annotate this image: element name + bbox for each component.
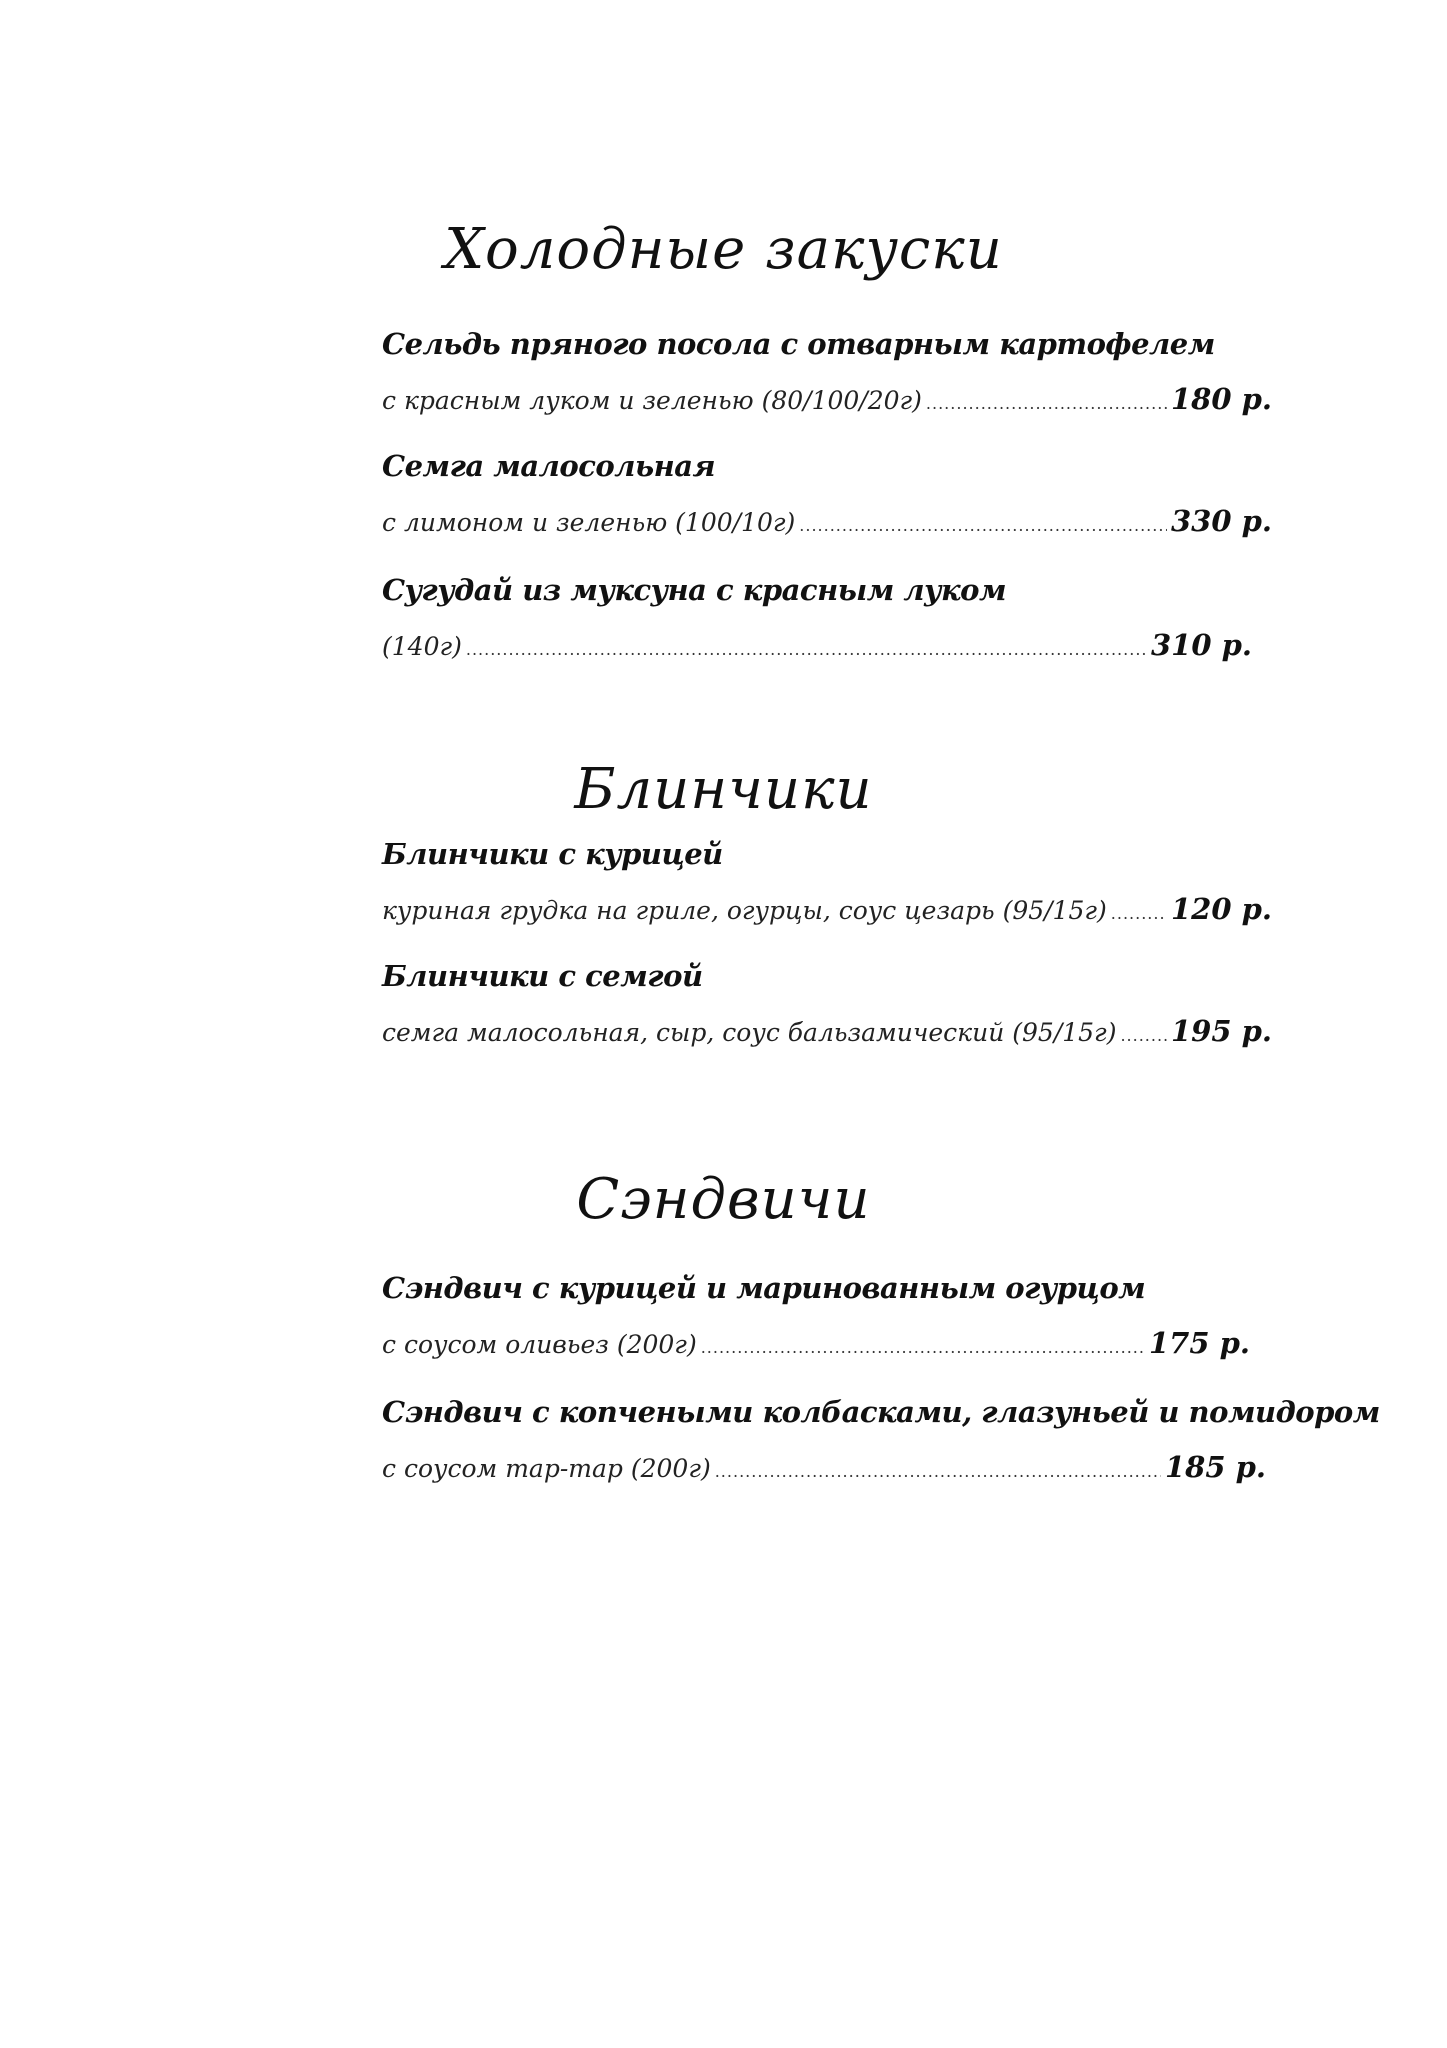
menu-item bbox=[382, 449, 1272, 538]
item-description: семга малосольная, сыр, соус бальзамический (95/15г) bbox=[382, 1018, 1117, 1047]
item-description: с соусом тар-тар (200г) bbox=[382, 1454, 711, 1483]
section-title-cold-appetizers: Холодные закуски bbox=[444, 217, 1003, 282]
item-price: 120 р. bbox=[1170, 892, 1272, 926]
item-name: Семга малосольная bbox=[382, 449, 716, 483]
dot-leader bbox=[701, 1338, 1145, 1357]
item-line bbox=[382, 892, 1272, 926]
item-line bbox=[382, 628, 1252, 662]
item-description: (140г) bbox=[382, 632, 462, 661]
item-name: Сугудай из муксуна с красным луком bbox=[382, 573, 1007, 607]
dot-leader bbox=[799, 516, 1167, 535]
section-title-pancakes: Блинчики bbox=[574, 757, 873, 822]
item-line bbox=[382, 1014, 1272, 1048]
section-title-sandwiches: Сэндвичи bbox=[576, 1167, 871, 1232]
menu-item bbox=[382, 1395, 1380, 1484]
dot-leader bbox=[926, 394, 1167, 413]
item-price: 185 р. bbox=[1164, 1450, 1266, 1484]
item-price: 180 р. bbox=[1170, 382, 1272, 416]
item-description: куриная грудка на гриле, огурцы, соус цезарь (95/15г) bbox=[382, 896, 1107, 925]
item-price: 310 р. bbox=[1150, 628, 1252, 662]
item-description: с соусом оливьез (200г) bbox=[382, 1330, 697, 1359]
menu-item bbox=[382, 573, 1252, 662]
menu-item bbox=[382, 837, 1272, 926]
menu-item bbox=[382, 959, 1272, 1048]
menu-item bbox=[382, 1271, 1250, 1360]
item-line bbox=[382, 382, 1272, 416]
dot-leader bbox=[466, 640, 1147, 659]
item-line bbox=[382, 1450, 1266, 1484]
item-price: 175 р. bbox=[1148, 1326, 1250, 1360]
item-line bbox=[382, 1326, 1250, 1360]
item-name: Блинчики с семгой bbox=[382, 959, 703, 993]
item-name: Блинчики с курицей bbox=[382, 837, 723, 871]
item-price: 195 р. bbox=[1170, 1014, 1272, 1048]
item-price: 330 р. bbox=[1170, 504, 1272, 538]
item-name: Сельдь пряного посола с отварным картофелем bbox=[382, 327, 1215, 361]
menu-item bbox=[382, 327, 1272, 416]
item-description: с красным луком и зеленью (80/100/20г) bbox=[382, 386, 922, 415]
dot-leader bbox=[1120, 1026, 1167, 1045]
dot-leader bbox=[1111, 904, 1167, 923]
dot-leader bbox=[715, 1462, 1161, 1481]
item-name: Сэндвич с курицей и маринованным огурцом bbox=[382, 1271, 1146, 1305]
item-description: с лимоном и зеленью (100/10г) bbox=[382, 508, 796, 537]
item-name: Сэндвич с копчеными колбасками, глазуньей и помидором bbox=[382, 1395, 1380, 1429]
item-line bbox=[382, 504, 1272, 538]
